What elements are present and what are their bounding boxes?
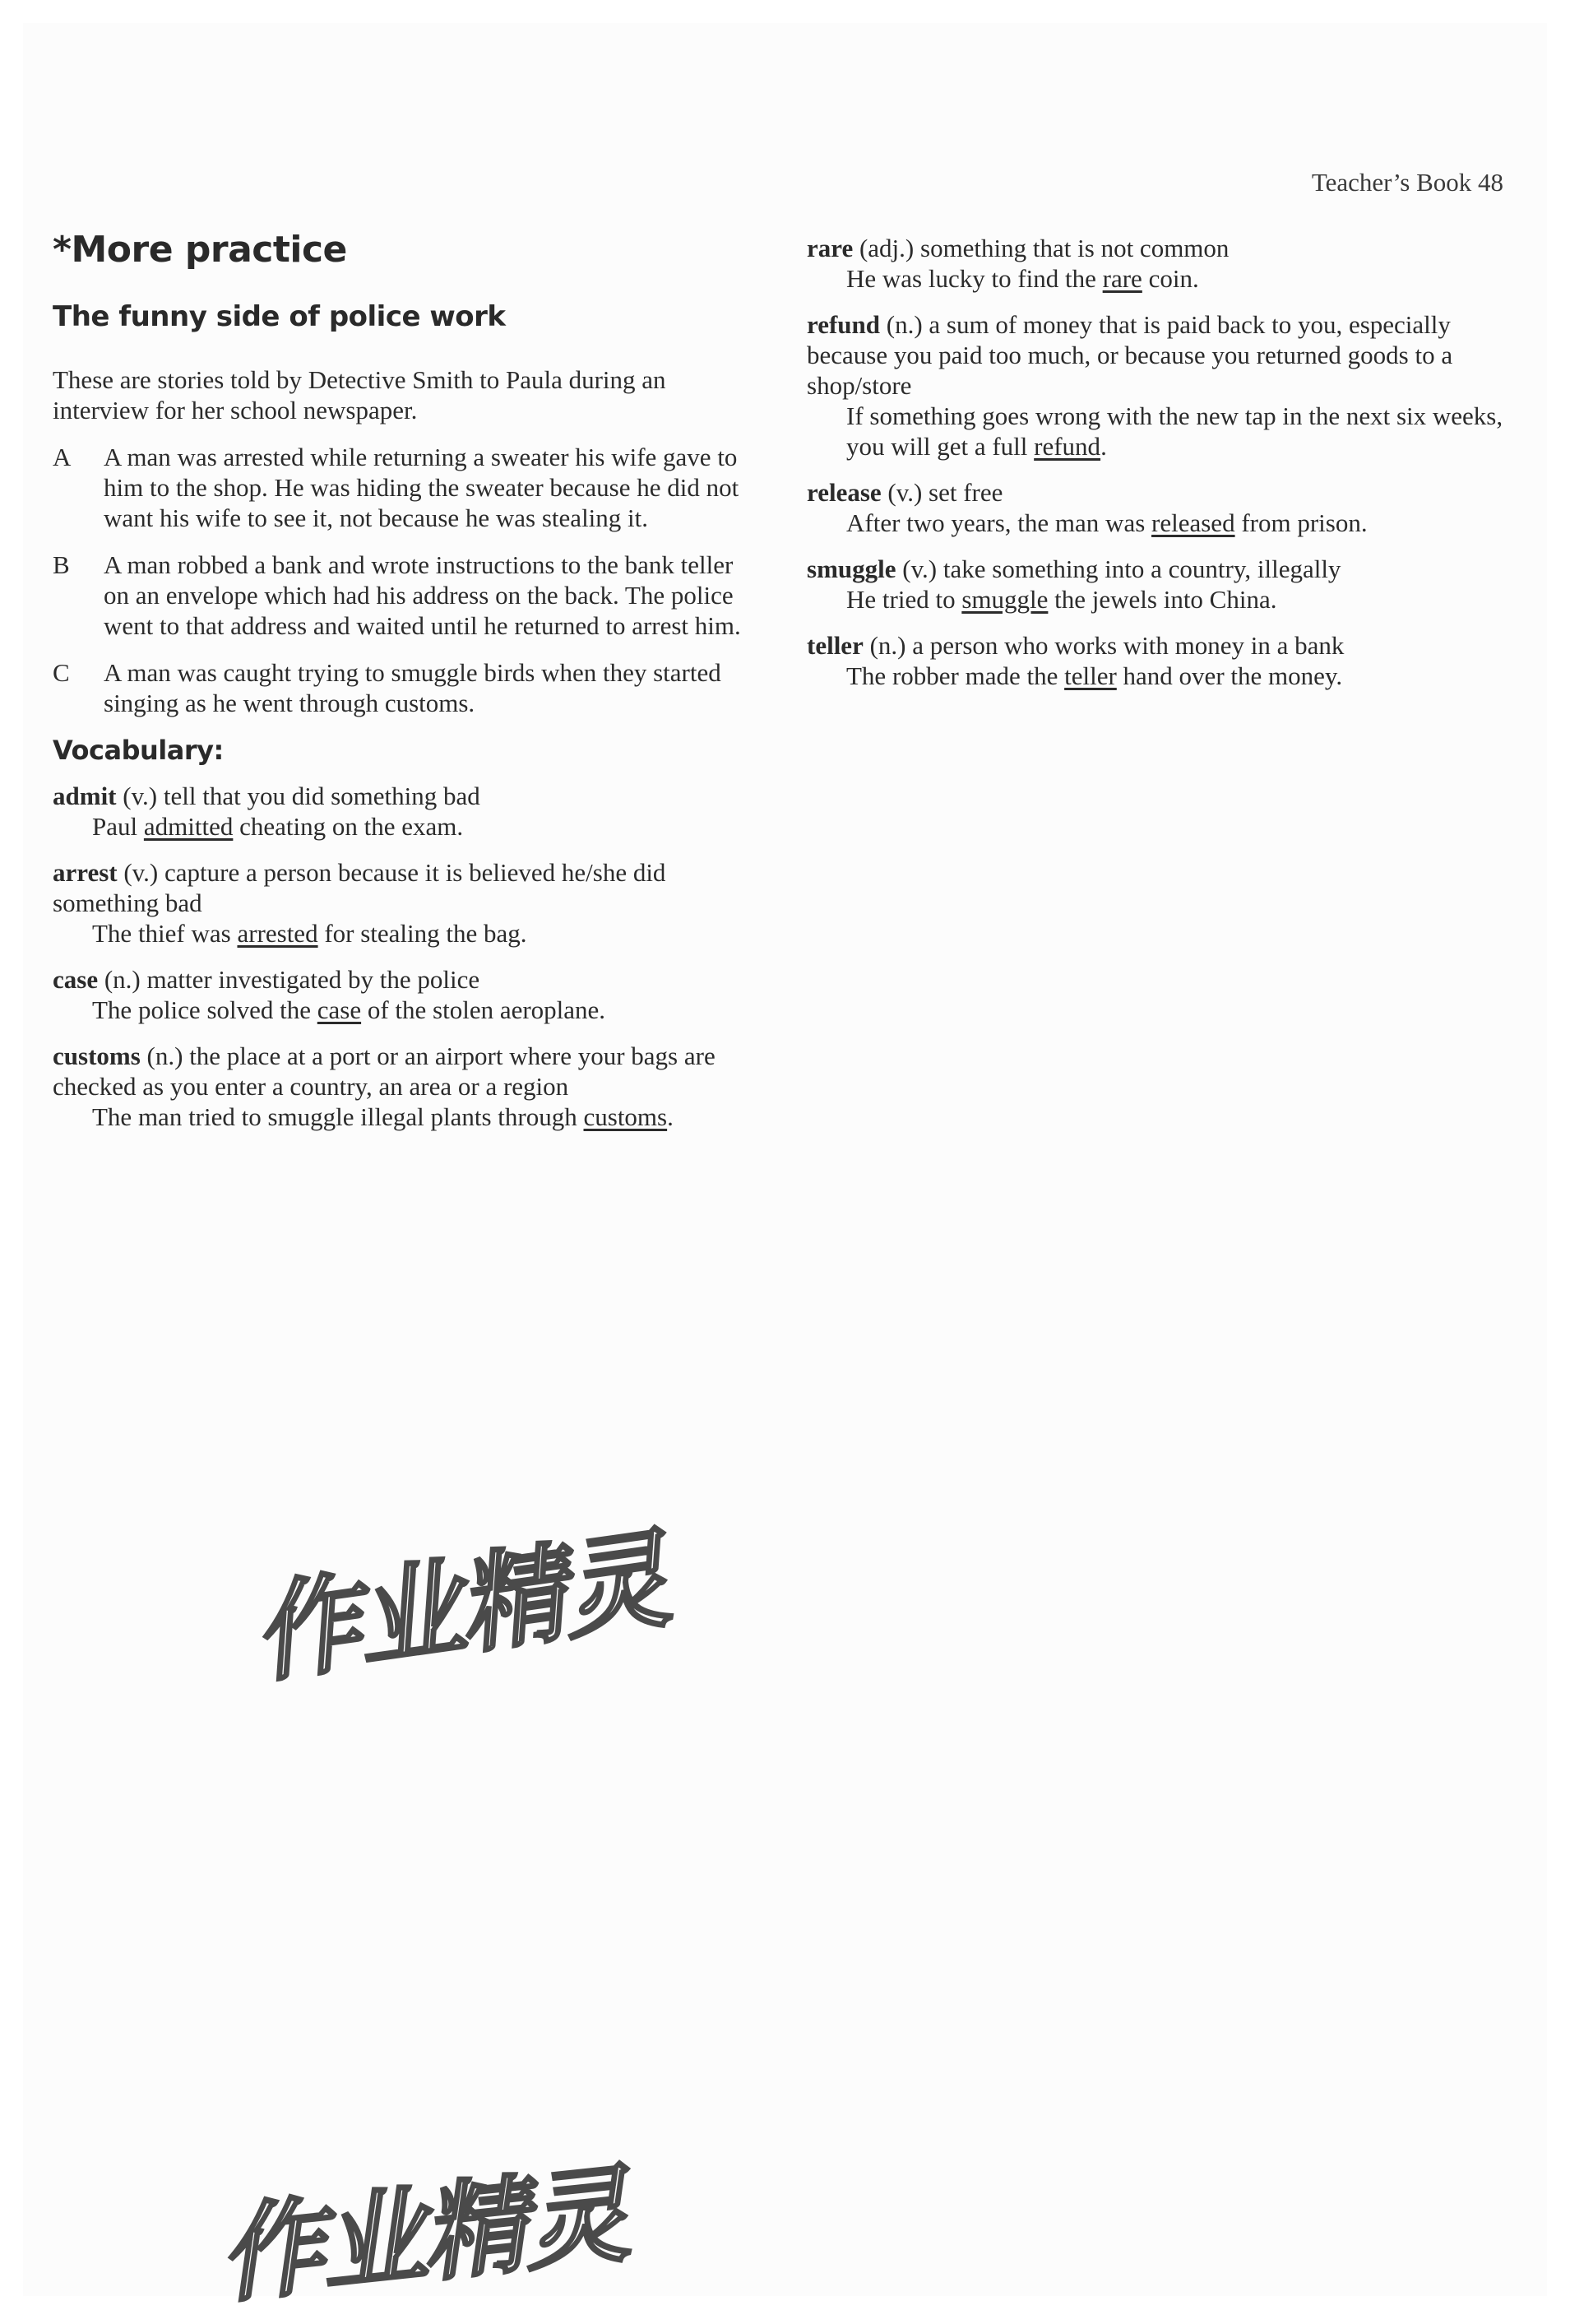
- vocabulary-heading: Vocabulary:: [53, 735, 224, 766]
- story-text: A man robbed a bank and wrote instructions to the bank teller on an envelope which had his address on the back. The police went to that address and waited until he returned to arrest him.: [104, 550, 741, 640]
- vocab-definition: capture a person because it is believed he/she did something bad: [53, 858, 666, 917]
- story-text: A man was arrested while returning a sweater his wife gave to him to the shop. He was hiding the sweater because he did not want his wife to see it, not because he was stealing it.: [104, 443, 739, 532]
- vocab-entry: [807, 554, 1514, 615]
- page-number-header: Teacher’s Book 48: [1311, 168, 1503, 197]
- right-column: [807, 233, 1514, 707]
- vocab-definition: take something into a country, illegally: [942, 554, 1341, 583]
- vocab-pos: (n.): [869, 631, 906, 660]
- vocab-definition: something that is not common: [920, 234, 1230, 262]
- vocab-word: smuggle: [807, 554, 896, 583]
- vocab-example: The man tried to smuggle illegal plants through customs.: [92, 1102, 674, 1131]
- vocab-definition: a sum of money that is paid back to you, especially because you paid too much, or because you returned goods to a shop/store: [807, 310, 1453, 400]
- vocab-word: teller: [807, 631, 864, 660]
- vocab-pos: (v.): [887, 478, 923, 507]
- subsection-title: The funny side of police work: [53, 300, 506, 333]
- vocab-pos: (n.): [146, 1041, 183, 1070]
- vocab-example: The robber made the teller hand over the money.: [846, 661, 1343, 690]
- vocab-example: The thief was arrested for stealing the bag.: [92, 919, 527, 948]
- vocab-example: He tried to smuggle the jewels into China.: [846, 585, 1277, 614]
- watermark-logo: 作业精灵: [220, 2150, 643, 2319]
- vocab-word: release: [807, 478, 882, 507]
- vocab-entry: [53, 1041, 752, 1132]
- vocab-word: rare: [807, 234, 854, 262]
- story-item: [53, 442, 752, 533]
- vocab-entry: [807, 477, 1514, 538]
- vocab-definition: set free: [929, 478, 1003, 507]
- story-letter: B: [53, 550, 70, 579]
- vocab-word: refund: [807, 310, 881, 339]
- story-item: [53, 550, 752, 641]
- vocab-definition: the place at a port or an airport where your bags are checked as you enter a country, an area or a region: [53, 1041, 716, 1101]
- vocab-pos: (v.): [123, 782, 158, 810]
- vocab-example: If something goes wrong with the new tap in the next six weeks, you will get a full refund.: [846, 401, 1503, 461]
- vocab-entry: [53, 781, 752, 842]
- vocab-example: He was lucky to find the rare coin.: [846, 264, 1199, 293]
- vocab-word: case: [53, 965, 99, 994]
- vocab-example: After two years, the man was released from prison.: [846, 508, 1368, 537]
- vocab-word: admit: [53, 782, 117, 810]
- vocab-entry: [53, 857, 752, 949]
- vocab-definition: matter investigated by the police: [146, 965, 480, 994]
- vocab-pos: (v.): [123, 858, 159, 887]
- vocab-pos: (v.): [902, 554, 938, 583]
- left-column: [53, 229, 752, 1148]
- vocab-word: arrest: [53, 858, 118, 887]
- story-letter: C: [53, 658, 70, 687]
- intro-paragraph: These are stories told by Detective Smith to Paula during an interview for her school newspaper.: [53, 365, 666, 424]
- vocab-entry: [807, 630, 1514, 691]
- vocab-example: Paul admitted cheating on the exam.: [92, 812, 464, 841]
- watermark-logo: 作业精灵: [258, 1513, 678, 1699]
- vocab-entry: [807, 309, 1514, 462]
- story-item: [53, 657, 752, 718]
- vocab-definition: a person who works with money in a bank: [912, 631, 1345, 660]
- story-text: A man was caught trying to smuggle birds when they started singing as he went through customs.: [104, 658, 721, 717]
- vocab-definition: tell that you did something bad: [163, 782, 480, 810]
- section-title: *More practice: [53, 229, 347, 271]
- vocab-pos: (adj.): [859, 234, 915, 262]
- page: [23, 23, 1547, 2319]
- vocab-word: customs: [53, 1041, 141, 1070]
- vocab-entry: [53, 964, 752, 1025]
- vocab-pos: (n.): [886, 310, 923, 339]
- story-letter: A: [53, 443, 72, 471]
- vocab-example: The police solved the case of the stolen aeroplane.: [92, 995, 606, 1024]
- vocab-pos: (n.): [104, 965, 141, 994]
- vocab-entry: [807, 233, 1514, 294]
